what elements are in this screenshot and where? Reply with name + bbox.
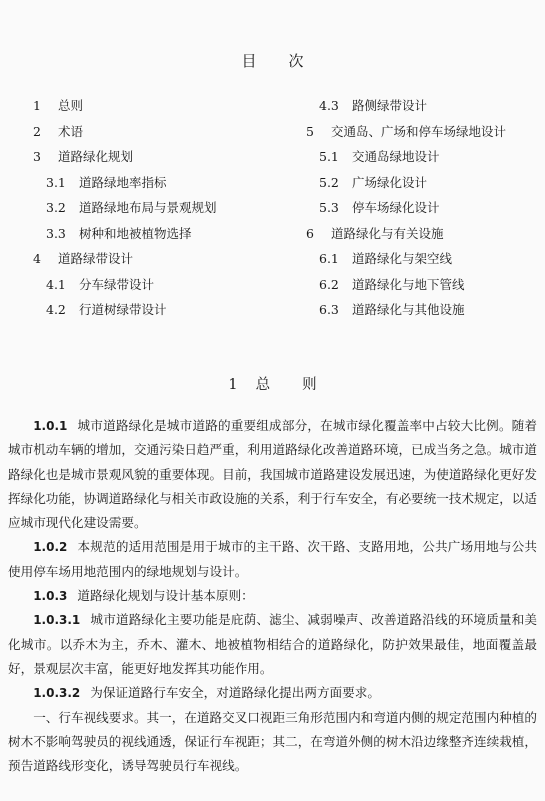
toc-entry-label: 道路绿化规划 (58, 149, 134, 164)
toc-entry[interactable] (306, 199, 506, 225)
chapter-body (8, 414, 537, 778)
toc-right-column (306, 97, 506, 327)
toc-entry-label: 道路绿化与地下管线 (352, 276, 465, 292)
toc-entry-number: 3.3 (46, 225, 66, 241)
clause-text: 城市道路绿化主要功能是庇荫、滤尘、减弱噪声、改善道路沿线的环境质量和美化城市。以乔木为主，乔木、灌木、地被植物相结合的道路绿化，防护效果最佳，地面覆盖最好，景观层次丰富，能更好地发挥其功能作用。 (8, 612, 537, 676)
toc-entry-label: 停车场绿化设计 (352, 200, 440, 215)
toc-entry-label: 总则 (58, 98, 84, 113)
toc-entry-label: 道路绿带设计 (58, 251, 134, 266)
clause-text: 一、行车视线要求。其一，在道路交叉口视距三角形范围内和弯道内侧的规定范围内种植的树木不影响驾驶员的视线通透，保证行车视距；其二，在弯道外侧的树木沿边缘整齐连续栽植，预告道路线形变化，诱导驾驶员行车视线。 (8, 709, 537, 774)
toc-entry[interactable] (33, 225, 217, 251)
toc-entry-label: 交通岛绿地设计 (352, 149, 440, 164)
clause-number: 1.0.3.2 (33, 686, 81, 701)
toc-entry-number: 5.3 (319, 200, 339, 215)
toc-entry-number: 6.3 (319, 302, 339, 317)
toc-entry[interactable] (33, 148, 217, 174)
toc-entry[interactable] (306, 250, 506, 276)
toc-entry[interactable] (306, 123, 506, 149)
toc-entry-number: 4.2 (46, 302, 66, 317)
toc-entry-label: 交通岛、广场和停车场绿地设计 (331, 123, 507, 139)
toc-entry[interactable] (306, 148, 506, 174)
toc-entry-number: 6.2 (319, 276, 339, 292)
chapter-heading (0, 373, 545, 394)
clause-paragraph (8, 584, 537, 608)
chapter-title-char-1: 总 (255, 377, 271, 393)
toc-entry-number: 3.1 (46, 174, 66, 190)
toc-entry-number: 5.2 (319, 174, 339, 190)
clause-paragraph (8, 681, 537, 705)
clause-text: 为保证道路行车安全，对道路绿化提出两方面要求。 (90, 685, 380, 701)
toc-entry-number: 3.2 (46, 200, 66, 215)
toc-entry-label: 路侧绿带设计 (352, 98, 428, 113)
clause-text: 城市道路绿化是城市道路的重要组成部分，在城市绿化覆盖率中占较大比例。随着城市机动车辆的增加，交通污染日趋严重，利用道路绿化改善道路环境，已成当务之急。城市道路绿化也是城市景观风貌的重要体现。目前，我国城市道路建设发展迅速，为使道路绿化更好发挥绿化功能，协调道路绿化与相关市政设施的关系，利于行车安全，有必要统一技术规定，以适应城市现代化建设需要。 (8, 418, 537, 531)
chapter-number: 1 (228, 377, 238, 393)
toc-entry[interactable] (33, 301, 217, 327)
clause-number: 1.0.1 (33, 419, 68, 433)
toc-left-column (33, 97, 217, 327)
toc-entry-label: 术语 (58, 123, 84, 139)
clause-paragraph (8, 608, 537, 681)
toc-entry[interactable] (306, 97, 506, 123)
toc-entry-number: 5 (306, 123, 314, 139)
toc-entry-label: 行道树绿带设计 (79, 302, 167, 317)
toc-entry[interactable] (33, 276, 217, 302)
toc-entry[interactable] (33, 199, 217, 225)
toc-title-char-2: 次 (288, 52, 304, 70)
toc-entry-label: 广场绿化设计 (352, 174, 428, 190)
toc-entry-number: 1 (33, 98, 41, 113)
clause-text: 道路绿化规划与设计基本原则： (77, 588, 254, 604)
toc-entry-number: 3 (33, 149, 41, 164)
clause-paragraph (8, 414, 537, 535)
toc-entry-label: 树种和地被植物选择 (79, 225, 192, 241)
toc-entry-label: 分车绿带设计 (79, 276, 155, 292)
toc-title-char-1: 目 (241, 52, 257, 70)
toc-entry[interactable] (33, 123, 217, 149)
toc-entry[interactable] (33, 174, 217, 200)
toc-entry-number: 4.3 (319, 98, 339, 113)
toc-entry-label: 道路绿地率指标 (79, 174, 167, 190)
toc-title (0, 50, 545, 71)
toc-entry[interactable] (306, 174, 506, 200)
toc-entry-number: 2 (33, 123, 41, 139)
toc-entry-label: 道路绿化与其他设施 (352, 302, 465, 317)
toc-entry-number: 6.1 (319, 251, 339, 266)
toc-entry-number: 5.1 (319, 149, 339, 164)
clause-number: 1.0.3.1 (33, 613, 81, 628)
toc-entry-label: 道路绿化与有关设施 (331, 225, 444, 241)
toc-entry[interactable] (306, 225, 506, 251)
toc-entry[interactable] (33, 250, 217, 276)
toc-entry-label: 道路绿地布局与景观规划 (79, 200, 217, 215)
toc-entry[interactable] (33, 97, 217, 123)
toc-entry-number: 4.1 (46, 276, 66, 292)
toc-entry[interactable] (306, 301, 506, 327)
clause-paragraph (8, 706, 537, 779)
chapter-title-char-2: 则 (302, 377, 317, 393)
clause-number: 1.0.3 (33, 589, 68, 604)
clause-text: 本规范的适用范围是用于城市的主干路、次干路、支路用地，公共广场用地与公共使用停车场用地范围内的绿地规划与设计。 (8, 539, 537, 579)
toc-entry-label: 道路绿化与架空线 (352, 251, 453, 266)
clause-paragraph (8, 535, 537, 584)
toc-entry-number: 6 (306, 225, 314, 241)
toc-entry-number: 4 (33, 251, 41, 266)
toc-entry[interactable] (306, 276, 506, 302)
clause-number: 1.0.2 (33, 540, 68, 555)
